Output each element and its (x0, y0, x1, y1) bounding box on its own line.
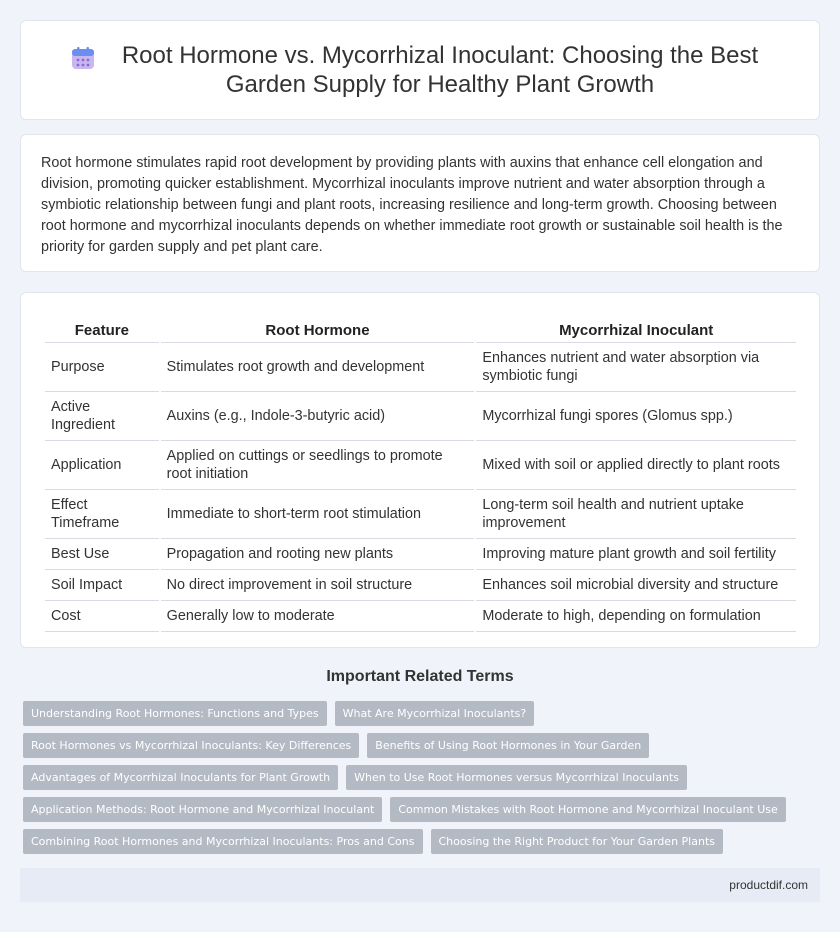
table-row (45, 601, 796, 632)
page-title: Root Hormone vs. Mycorrhizal Inoculant: Choosing the Best Garden Supply for Healthy Plant Growth (121, 42, 759, 98)
tag-row (23, 829, 823, 861)
table-row (45, 539, 796, 570)
table-cell: Best Use (45, 539, 159, 570)
table-row (45, 570, 796, 601)
calendar-icon (70, 45, 96, 71)
tag-row (23, 701, 823, 733)
table-cell: Auxins (e.g., Indole-3-butyric acid) (161, 392, 475, 441)
table-cell: Effect Timeframe (45, 490, 159, 539)
table-cell: Generally low to moderate (161, 601, 475, 632)
table-cell: Application (45, 441, 159, 490)
table-row (45, 490, 796, 539)
intro-card (20, 134, 820, 272)
table-cell: Propagation and rooting new plants (161, 539, 475, 570)
table-cell: Immediate to short-term root stimulation (161, 490, 475, 539)
table-cell: Long-term soil health and nutrient uptake improvement (476, 490, 796, 539)
table-row (45, 441, 796, 490)
tag-row (23, 765, 823, 797)
site-name[interactable]: productdif.com (729, 878, 808, 892)
table-cell: Applied on cuttings or seedlings to promote root initiation (161, 441, 475, 490)
footer (20, 868, 820, 902)
table-row (45, 392, 796, 441)
related-terms-tags (23, 701, 823, 861)
intro-text: Root hormone stimulates rapid root development by providing plants with auxins that enhance cell elongation and division, promoting quicker establishment. Mycorrhizal inoculants improve nutrient and water absorption through a symbiotic relationship between fungi and plant roots, increasing resilience and long-term growth. Choosing between root hormone and mycorrhizal inoculants depends on whether immediate root growth or sustainable soil health is the priority for garden supply and pet plant care. (41, 155, 783, 255)
related-term-link[interactable]: Combining Root Hormones and Mycorrhizal Inoculants: Pros and Cons (23, 829, 423, 854)
related-term-link[interactable]: Root Hormones vs Mycorrhizal Inoculants: Key Differences (23, 733, 359, 758)
related-term-link[interactable]: What Are Mycorrhizal Inoculants? (335, 701, 535, 726)
comparison-table-card (20, 292, 820, 648)
related-terms-heading: Important Related Terms (326, 668, 514, 685)
related-term-link[interactable]: Application Methods: Root Hormone and Mycorrhizal Inoculant (23, 797, 382, 822)
header-card (20, 20, 820, 120)
table-cell: Enhances nutrient and water absorption via symbiotic fungi (476, 343, 796, 392)
table-cell: Stimulates root growth and development (161, 343, 475, 392)
table-cell: Cost (45, 601, 159, 632)
related-term-link[interactable]: Advantages of Mycorrhizal Inoculants for Plant Growth (23, 765, 338, 790)
related-term-link[interactable]: Benefits of Using Root Hormones in Your Garden (367, 733, 649, 758)
table-cell: Moderate to high, depending on formulation (476, 601, 796, 632)
tag-row (23, 733, 823, 765)
comparison-table (43, 313, 798, 632)
table-cell: Improving mature plant growth and soil fertility (476, 539, 796, 570)
table-cell: Mycorrhizal fungi spores (Glomus spp.) (476, 392, 796, 441)
table-cell: Mixed with soil or applied directly to plant roots (476, 441, 796, 490)
related-term-link[interactable]: Choosing the Right Product for Your Garden Plants (431, 829, 723, 854)
table-cell: Active Ingredient (45, 392, 159, 441)
title-wrap (70, 41, 770, 99)
related-term-link[interactable]: Common Mistakes with Root Hormone and Mycorrhizal Inoculant Use (390, 797, 785, 822)
column-header-feature: Feature (45, 313, 159, 343)
column-header-root-hormone: Root Hormone (161, 313, 475, 343)
related-term-link[interactable]: When to Use Root Hormones versus Mycorrhizal Inoculants (346, 765, 687, 790)
column-header-mycorrhizal-inoculant: Mycorrhizal Inoculant (476, 313, 796, 343)
table-cell: Soil Impact (45, 570, 159, 601)
table-row (45, 343, 796, 392)
table-cell: No direct improvement in soil structure (161, 570, 475, 601)
table-cell: Enhances soil microbial diversity and structure (476, 570, 796, 601)
related-term-link[interactable]: Understanding Root Hormones: Functions and Types (23, 701, 327, 726)
tag-row (23, 797, 823, 829)
table-cell: Purpose (45, 343, 159, 392)
